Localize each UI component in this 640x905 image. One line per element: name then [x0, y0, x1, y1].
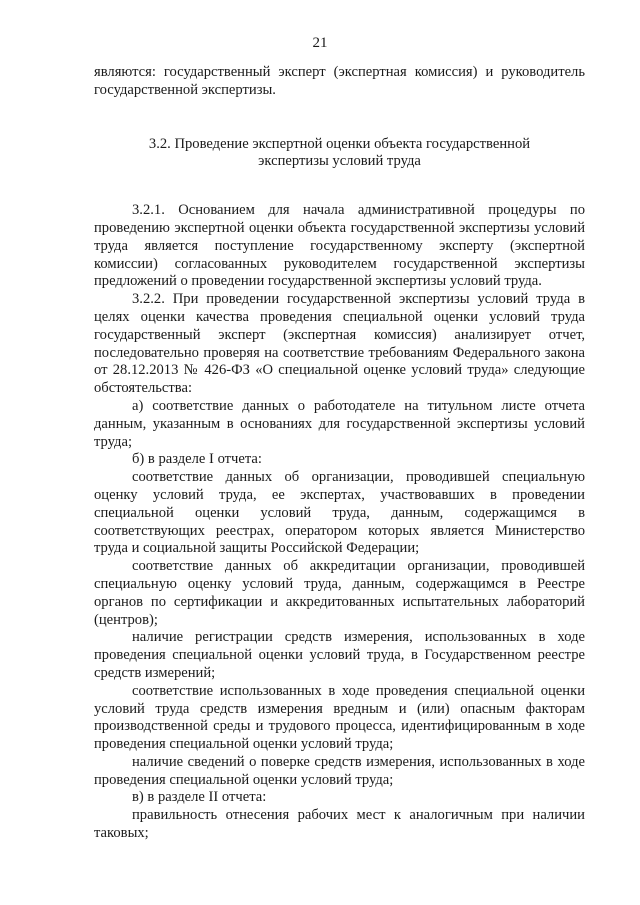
section-heading-line-1: 3.2. Проведение экспертной оценки объекта государственной	[148, 135, 531, 152]
list-subitem: соответствие данных об аккредитации организации, проводившей специальную оценку условий труда, данным, содержащимся в Реестре органов по сертификации и аккредитованных испытательных лабораторий (центров);	[94, 558, 585, 628]
page-body	[94, 64, 585, 843]
list-subitem: соответствие данных об организации, проводившей специальную оценку условий труда, ее экспертах, участвовавших в проведении специальной оценки условий труда, данным, содержащимся в соответствующих реестрах, оператором которых является Министерство труда и социальной защиты Российской Федерации;	[94, 469, 585, 557]
list-subitem: наличие сведений о поверке средств измерения, использованных в ходе проведения специальной оценки условий труда;	[94, 753, 585, 788]
list-subitem: наличие регистрации средств измерения, использованных в ходе проведения специальной оценки условий труда, в Государственном реестре средств измерений;	[94, 629, 585, 681]
list-item-a: а) соответствие данных о работодателе на титульном листе отчета данным, указанным в основаниях для государственной экспертизы условий труда;	[94, 397, 585, 450]
paragraph-3-2-1: 3.2.1. Основанием для начала административной процедуры по проведению экспертной оценки объекта государственной экспертизы условий труда является поступление государственному эксперту (экспертной комиссии) согласованных руководителем государственной экспертизы предложений о проведении государственной экспертизы условий труда.	[94, 202, 585, 290]
list-subitem: правильность отнесения рабочих мест к аналогичным при наличии таковых;	[94, 807, 585, 842]
section-heading	[94, 136, 585, 172]
list-item-c: в) в разделе II отчета:	[132, 789, 267, 806]
list-item-b: б) в разделе I отчета:	[132, 451, 262, 468]
list-subitem: соответствие использованных в ходе проведения специальной оценки условий труда средств измерения вредным и (или) опасным факторам производственной среды и трудового процесса, идентифицированным в ходе проведения специальной оценки условий труда;	[94, 682, 585, 753]
paragraph-3-2-2: 3.2.2. При проведении государственной экспертизы условий труда в целях оценки качества проведения специальной оценки условий труда государственный эксперт (экспертная комиссия) анализирует отчет, последовательно проверяя на соответствие требованиям Федерального закона от 28.12.2013 № 426-ФЗ «О специальной оценке условий труда» следующие обстоятельства:	[94, 291, 585, 397]
page-number: 21	[312, 35, 328, 51]
opening-paragraph: являются: государственный эксперт (экспертная комиссия) и руководитель государственной экспертизы.	[94, 64, 585, 98]
section-heading-line-2: экспертизы условий труда	[258, 153, 421, 170]
